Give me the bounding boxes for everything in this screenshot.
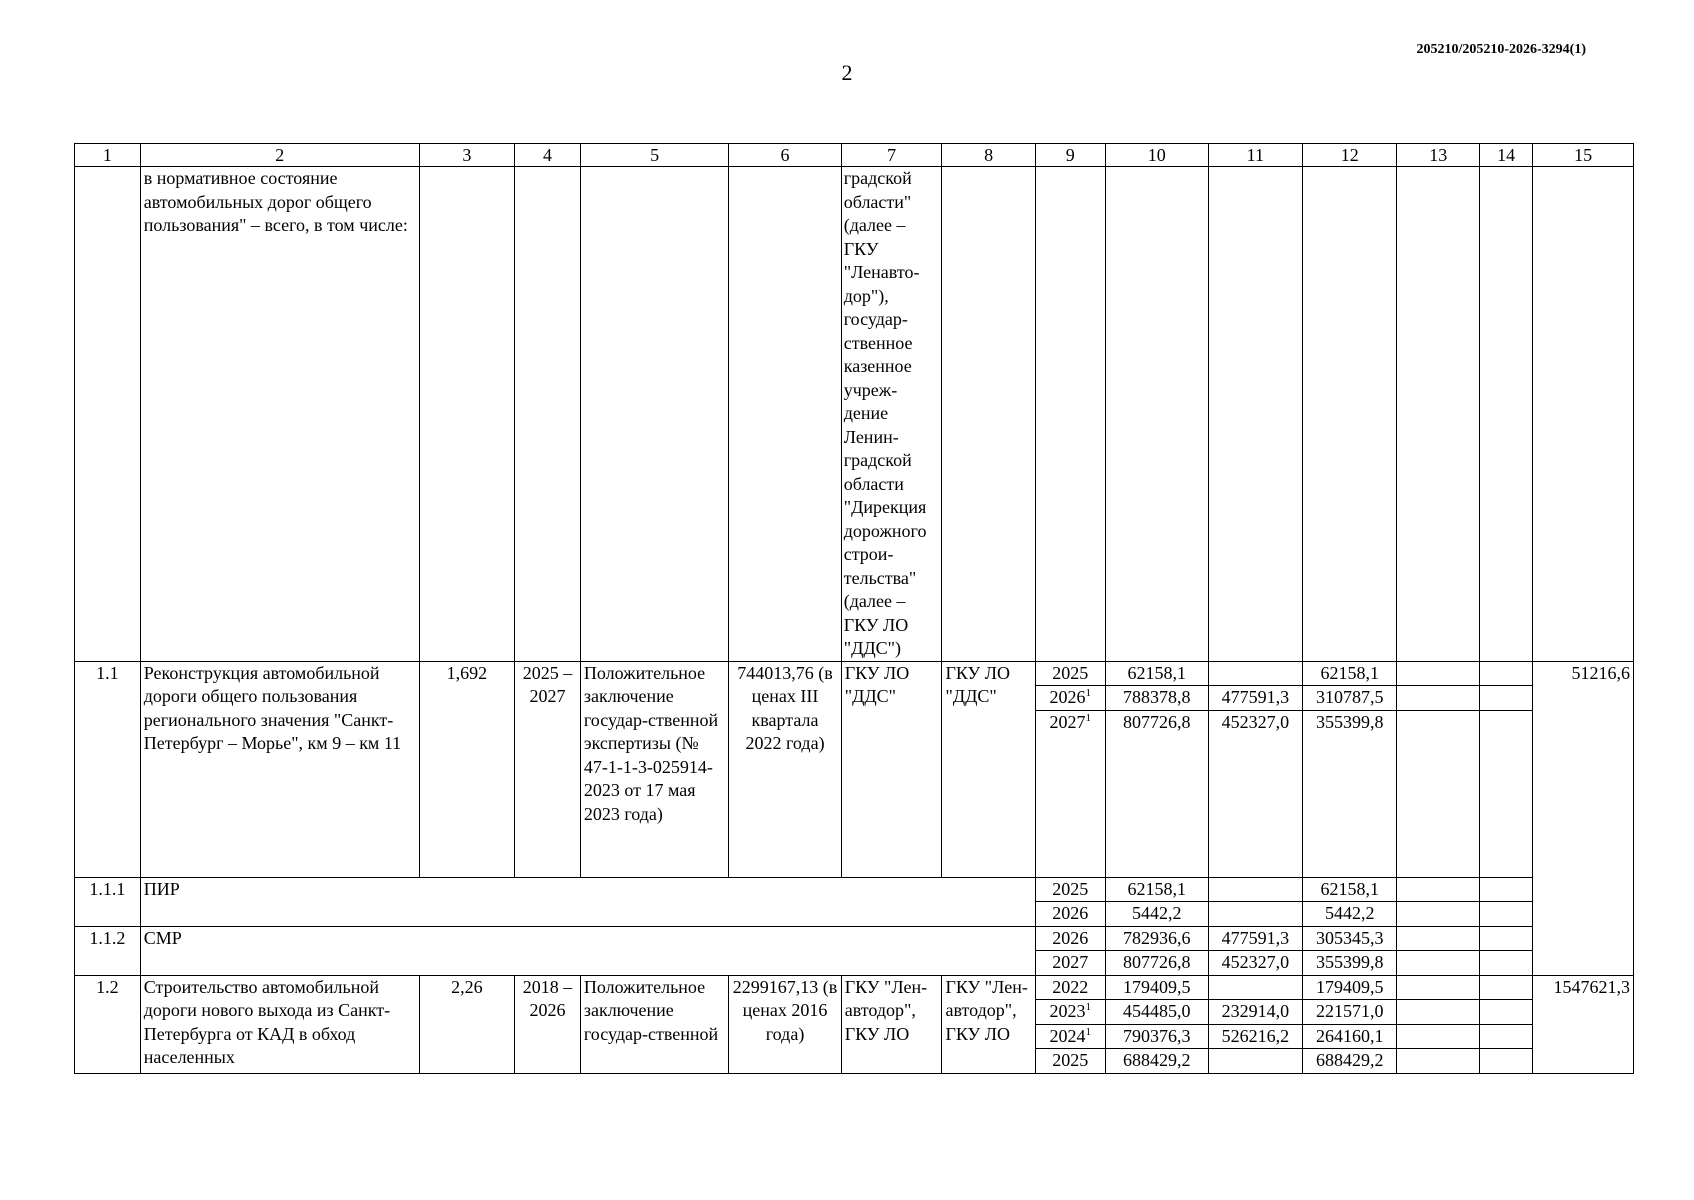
amount-total: 5442,2 [1105,902,1208,927]
amount-total: 807726,8 [1105,710,1208,877]
row-description: в нормативное состояние автомобильных дорог общего пользования" – всего, в том числе: [140,167,419,662]
amount-total: 788378,8 [1105,686,1208,711]
year-cell: 2025 [1035,661,1105,686]
amount-federal: 452327,0 [1208,951,1302,976]
page-number: 2 [841,60,853,85]
remaining-cost: 1547621,3 [1533,975,1634,1073]
table-row [75,661,1634,686]
year-cell: 2027 [1035,951,1105,976]
developer-text: ГКУ "Лен-автодор", ГКУ ЛО [942,975,1035,1073]
executor-text: градской области" (далее – ГКУ "Ленавто-дор"), государ-ственное казенное учреж-дение Ленин-градской области "Дирекция дорожного строи-тельства" (далее – ГКУ ЛО "ДДС") [841,167,942,662]
column-header: 6 [729,144,841,167]
row-number: 1.1.1 [75,877,141,926]
column-header: 2 [140,144,419,167]
amount-total: 790376,3 [1105,1024,1208,1049]
year-cell: 2025 [1035,1049,1105,1074]
column-header: 9 [1035,144,1105,167]
expertise-text: Положительное заключение государ-ственной экспертизы (№ 47-1-1-3-025914-2023 от 17 мая 2023 года) [580,661,728,877]
work-type: СМР [140,926,1035,975]
amount-federal: 477591,3 [1208,926,1302,951]
row-number: 1.1 [75,661,141,877]
amount-federal [1208,902,1302,927]
column-header: 3 [419,144,514,167]
amount-federal: 477591,3 [1208,686,1302,711]
amount-regional: 62158,1 [1303,661,1397,686]
column-header: 4 [515,144,581,167]
amount-federal: 232914,0 [1208,1000,1302,1025]
work-type: ПИР [140,877,1035,926]
program-table [74,143,1634,1074]
amount-federal: 526216,2 [1208,1024,1302,1049]
period-value: 2025 – 2027 [515,661,581,877]
row-number: 1.1.2 [75,926,141,975]
amount-federal [1208,1049,1302,1074]
customer-text: ГКУ "Лен-автодор", ГКУ ЛО [841,975,942,1073]
amount-total: 688429,2 [1105,1049,1208,1074]
column-header: 7 [841,144,942,167]
estimated-cost: 744013,76 (в ценах III квартала 2022 года) [729,661,841,877]
object-name: Реконструкция автомобильной дороги общего пользования регионального значения "Санкт-Петербург – Морье", км 9 – км 11 [140,661,419,877]
table-row [75,926,1634,951]
column-header: 14 [1480,144,1533,167]
amount-total: 62158,1 [1105,661,1208,686]
table-row [75,877,1634,902]
document-id: 205210/205210-2026-3294(1) [1416,42,1586,57]
amount-federal [1208,877,1302,902]
column-header: 1 [75,144,141,167]
amount-regional: 305345,3 [1303,926,1397,951]
year-cell: 2026$^1$ [1035,686,1105,711]
amount-regional: 264160,1 [1303,1024,1397,1049]
year-cell: 2025 [1035,877,1105,902]
column-header: 11 [1208,144,1302,167]
object-name: Строительство автомобильной дороги нового выхода из Санкт-Петербурга от КАД в обход населенных [140,975,419,1073]
amount-regional: 221571,0 [1303,1000,1397,1025]
customer-text: ГКУ ЛО "ДДС" [841,661,942,877]
year-cell: 2026 [1035,902,1105,927]
amount-regional: 5442,2 [1303,902,1397,927]
remaining-cost: 51216,6 [1533,661,1634,975]
year-cell: 2022 [1035,975,1105,1000]
period-value: 2018 – 2026 [515,975,581,1073]
column-header: 5 [580,144,728,167]
amount-regional: 62158,1 [1303,877,1397,902]
amount-total: 782936,6 [1105,926,1208,951]
amount-total: 62158,1 [1105,877,1208,902]
row-number: 1.2 [75,975,141,1073]
year-cell: 2027$^1$ [1035,710,1105,877]
expertise-text: Положительное заключение государ-ственной [580,975,728,1073]
table-row [75,167,1634,662]
amount-regional: 355399,8 [1303,951,1397,976]
developer-text: ГКУ ЛО "ДДС" [942,661,1035,877]
year-cell: 2026 [1035,926,1105,951]
amount-federal [1208,975,1302,1000]
year-cell: 2023$^1$ [1035,1000,1105,1025]
amount-total: 179409,5 [1105,975,1208,1000]
column-header: 15 [1533,144,1634,167]
amount-regional: 310787,5 [1303,686,1397,711]
year-cell: 2024$^1$ [1035,1024,1105,1049]
amount-federal [1208,661,1302,686]
amount-regional: 179409,5 [1303,975,1397,1000]
column-header: 10 [1105,144,1208,167]
amount-total: 807726,8 [1105,951,1208,976]
amount-federal: 452327,0 [1208,710,1302,877]
table-row [75,975,1634,1000]
amount-regional: 355399,8 [1303,710,1397,877]
capacity-value: 2,26 [419,975,514,1073]
column-header: 13 [1397,144,1480,167]
amount-total: 454485,0 [1105,1000,1208,1025]
column-header: 12 [1303,144,1397,167]
estimated-cost: 2299167,13 (в ценах 2016 года) [729,975,841,1073]
column-numbers-row [75,144,1634,167]
column-header: 8 [942,144,1035,167]
amount-regional: 688429,2 [1303,1049,1397,1074]
capacity-value: 1,692 [419,661,514,877]
